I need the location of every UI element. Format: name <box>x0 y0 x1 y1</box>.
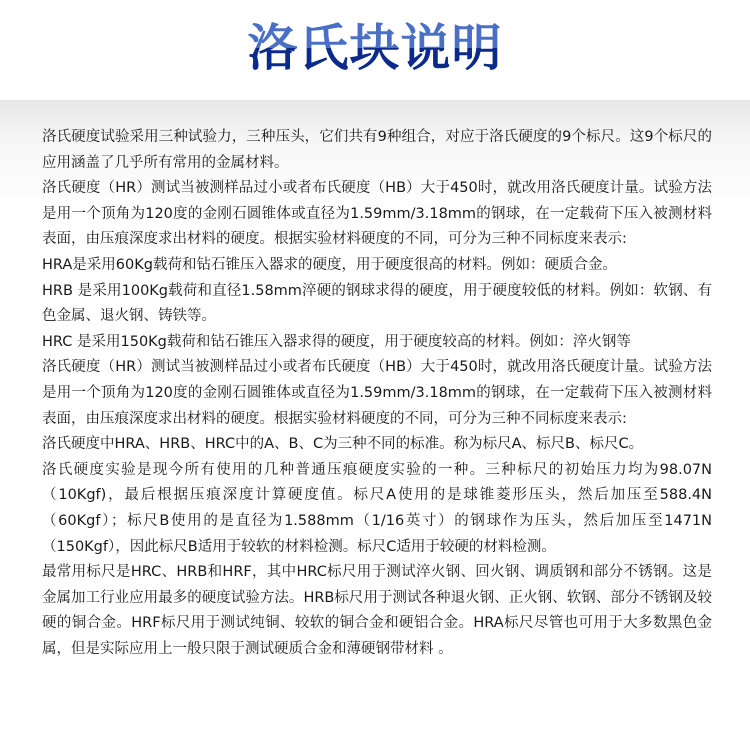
page-title: 洛氏块说明 <box>0 18 750 78</box>
paragraph-hr-method: 洛氏硬度（HR）测试当被测样品过小或者布氏硬度（HB）大于450时，就改用洛氏硬度计量。试验方法是用一个顶角为120度的金刚石圆锥体或直径为1.59mm/3.18mm的钢球，在一定载荷下压入被测材料表面，由压痕深度求出材料的硬度。根据实验材料硬度的不同，可分为三种不同标度来表示: <box>42 180 712 248</box>
paragraph-abc-scales: 洛氏硬度中HRA、HRB、HRC中的A、B、C为三种不同的标准。称为标尺A、标尺B、标尺C。 <box>42 436 644 453</box>
page-header <box>0 0 750 100</box>
paragraph-common-scales: 最常用标尺是HRC、HRB和HRF，其中HRC标尺用于测试淬火钢、回火钢、调质钢和部分不锈钢。这是金属加工行业应用最多的硬度试验方法。HRB标尺用于测试各种退火钢、正火钢、软钢、部分不锈钢及较硬的铜合金。HRF标尺用于测试纯铜、较软的铜合金和硬铝合金。HRA标尺尽管也可用于大多数黑色金属，但是实际应用上一般只限于测试硬质合金和薄硬钢带材料 。 <box>42 564 712 657</box>
paragraph-initial-force: 洛氏硬度实验是现今所有使用的几种普通压痕硬度实验的一种。三种标尺的初始压力均为98.07N（10Kgf)，最后根据压痕深度计算硬度值。标尺A使用的是球锥菱形压头，然后加压至588.4N（60Kgf）；标尺B使用的是直径为1.588mm（1/16英寸）的钢球作为压头，然后加压至1471N（150Kgf），因此标尺B适用于较软的材料检测。标尺C适用于较硬的材料检测。 <box>42 461 712 555</box>
paragraph-hrb: HRB 是采用100Kg载荷和直径1.58mm淬硬的钢球求得的硬度，用于硬度较低的材料。例如：软钢、有色金属、退火钢、铸铁等。 <box>42 282 712 325</box>
description-body <box>42 125 712 662</box>
paragraph-hra: HRA是采用60Kg载荷和钻石锥压入器求的硬度，用于硬度很高的材料。例如：硬质合金。 <box>42 256 617 273</box>
paragraph-hrc: HRC 是采用150Kg载荷和钻石锥压入器求得的硬度，用于硬度较高的材料。例如：淬火钢等 <box>42 333 631 350</box>
paragraph-hr-method-repeat: 洛氏硬度（HR）测试当被测样品过小或者布氏硬度（HB）大于450时，就改用洛氏硬度计量。试验方法是用一个顶角为120度的金刚石圆锥体或直径为1.59mm/3.18mm的钢球，在一定载荷下压入被测材料表面，由压痕深度求出材料的硬度。根据实验材料硬度的不同，可分为三种不同标度来表示: <box>42 359 712 427</box>
paragraph-scales-overview: 洛氏硬度试验采用三种试验力，三种压头，它们共有9种组合，对应于洛氏硬度的9个标尺。这9个标尺的应用涵盖了几乎所有常用的金属材料。 <box>42 129 712 171</box>
